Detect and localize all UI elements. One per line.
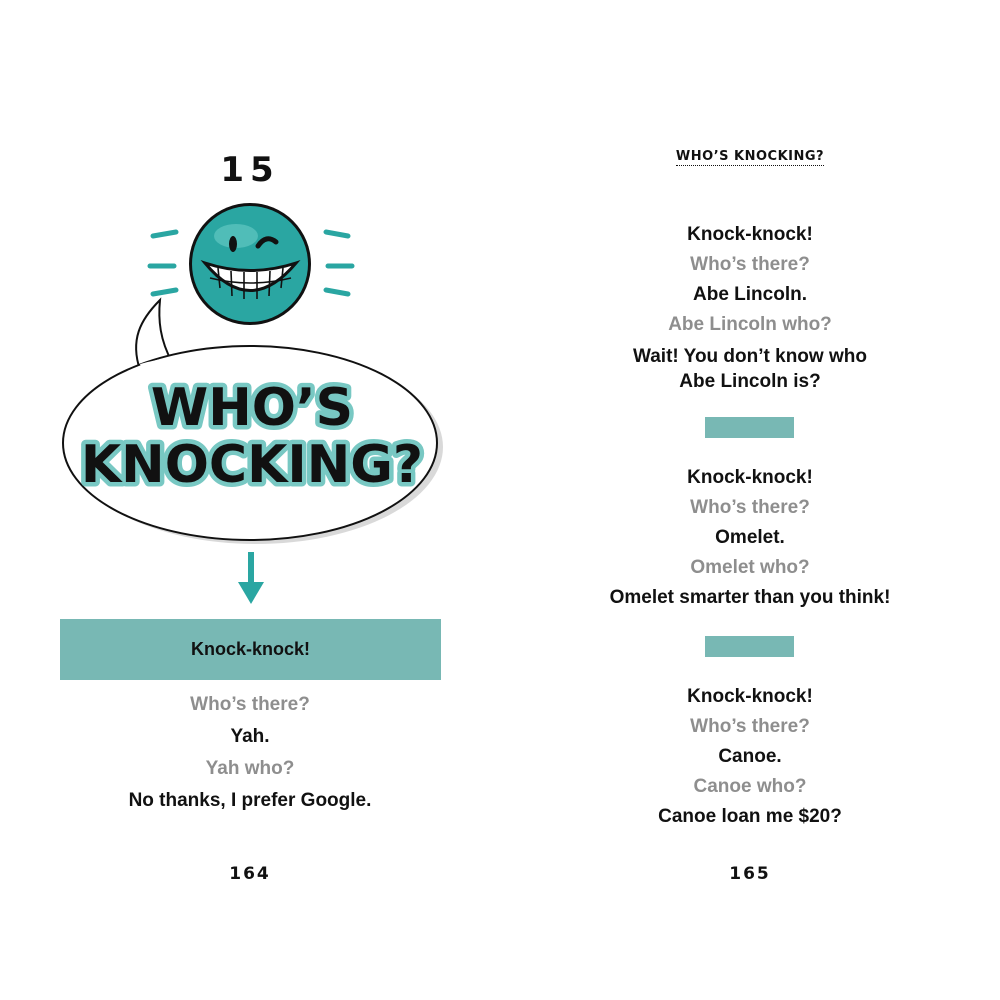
joke-line-punchline: Wait! You don’t know who (633, 346, 867, 367)
joke-line-question: Who’s there? (690, 716, 810, 737)
arrow-down-icon (236, 552, 266, 606)
joke-line-question: Canoe who? (693, 776, 807, 797)
joke-line-question: Omelet who? (690, 557, 810, 578)
running-head (500, 147, 1000, 165)
right-page (500, 0, 1000, 1000)
joke-line-question: Yah who? (205, 758, 295, 779)
winking-smiley-icon (189, 203, 311, 325)
joke-line-answer: Omelet. (715, 527, 785, 548)
joke-line-punchline: No thanks, I prefer Google. (128, 790, 372, 811)
joke-opening-line: Knock-knock! (190, 639, 311, 659)
joke-line-question: Who’s there? (690, 254, 810, 275)
joke-header-bar (60, 619, 441, 680)
chapter-title-line1: WHO’S (150, 378, 354, 438)
joke-line-punchline: Abe Lincoln is? (679, 371, 821, 392)
joke-line-answer: Knock-knock! (687, 224, 813, 245)
joke-line-answer: Abe Lincoln. (693, 284, 807, 305)
left-joke (0, 689, 500, 817)
joke-block-3 (500, 682, 1000, 832)
joke-line-answer: Canoe. (718, 746, 782, 767)
running-head-text: WHO’S KNOCKING? (675, 149, 825, 164)
motion-lines-left (150, 232, 176, 294)
chapter-number: 15 (220, 150, 280, 190)
joke-line-punchline: Canoe loan me $20? (658, 806, 842, 827)
joke-line-answer: Yah. (230, 726, 270, 747)
chapter-illustration (0, 195, 500, 555)
chapter-title-line2: KNOCKING? (80, 435, 424, 495)
page-number-right: 165 (729, 864, 771, 884)
joke-divider (705, 636, 794, 657)
joke-line-question: Abe Lincoln who? (668, 314, 832, 335)
joke-divider (705, 417, 794, 438)
motion-lines-right (326, 232, 352, 294)
joke-line-punchline: Omelet smarter than you think! (609, 587, 891, 608)
joke-line-answer: Knock-knock! (687, 467, 813, 488)
joke-line-answer: Knock-knock! (687, 686, 813, 707)
joke-block-1 (500, 220, 1000, 394)
joke-block-2 (500, 463, 1000, 613)
page-number-left: 164 (229, 864, 271, 884)
joke-line-question: Who’s there? (190, 694, 310, 715)
joke-line-question: Who’s there? (690, 497, 810, 518)
